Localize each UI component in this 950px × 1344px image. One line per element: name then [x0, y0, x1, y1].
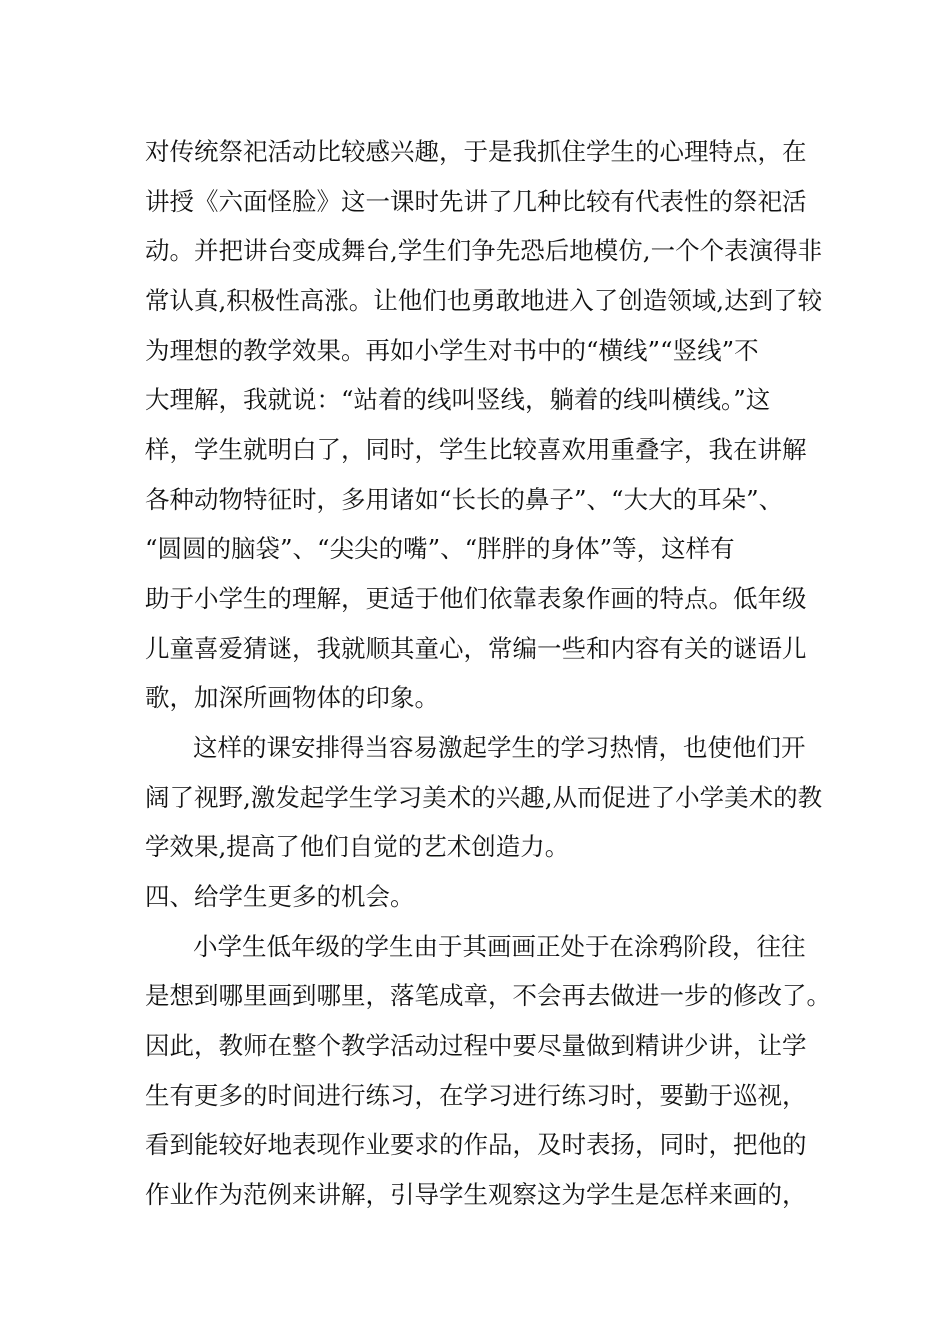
section-heading: 四、给学生更多的机会。 — [145, 882, 415, 911]
text-line: 样，学生就明白了，同时，学生比较喜欢用重叠字，我在讲解 — [145, 435, 807, 464]
text-line: 歌，加深所画物体的印象。 — [145, 683, 439, 712]
text-line: 对传统祭祀活动比较感兴趣，于是我抓住学生的心理特点，在 — [145, 137, 807, 166]
paragraph-first-line: 这样的课安排得当容易激起学生的学习热情，也使他们开 — [193, 733, 806, 762]
text-line: 看到能较好地表现作业要求的作品，及时表扬，同时，把他的 — [145, 1130, 807, 1159]
text-line: 动。并把讲台变成舞台,学生们争先恐后地模仿,一个个表演得非 — [145, 236, 823, 265]
text-line: 常认真,积极性高涨。让他们也勇敢地进入了创造领域,达到了较 — [145, 286, 823, 315]
paragraph-first-line: 小学生低年级的学生由于其画画正处于在涂鸦阶段，往往 — [193, 932, 806, 961]
text-line: 阔了视野,激发起学生学习美术的兴趣,从而促进了小学美术的教 — [145, 783, 823, 812]
text-line: 助于小学生的理解，更适于他们依靠表象作画的特点。低年级 — [145, 584, 807, 613]
text-line: 大理解，我就说：“站着的线叫竖线，躺着的线叫横线。”这 — [145, 385, 771, 414]
text-line: 作业作为范例来讲解，引导学生观察这为学生是怎样来画的， — [145, 1180, 807, 1209]
text-line: 各种动物特征时，多用诸如“长长的鼻子”、“大大的耳朵”、 — [145, 485, 784, 514]
text-line: 学效果,提高了他们自觉的艺术创造力。 — [145, 832, 570, 861]
text-line: 生有更多的时间进行练习，在学习进行练习时，要勤于巡视， — [145, 1081, 807, 1110]
text-line: 是想到哪里画到哪里，落笔成章，不会再去做进一步的修改了。 — [145, 981, 831, 1010]
text-line: 讲授《六面怪脸》这一课时先讲了几种比较有代表性的祭祀活 — [145, 187, 807, 216]
text-line: 因此，教师在整个教学活动过程中要尽量做到精讲少讲，让学 — [145, 1031, 807, 1060]
text-line: 儿童喜爱猜谜，我就顺其童心，常编一些和内容有关的谜语儿 — [145, 634, 807, 663]
text-line: “圆圆的脑袋”、“尖尖的嘴”、“胖胖的身体”等，这样有 — [145, 534, 735, 563]
text-line: 为理想的教学效果。再如小学生对书中的“横线”“竖线”不 — [145, 336, 759, 365]
